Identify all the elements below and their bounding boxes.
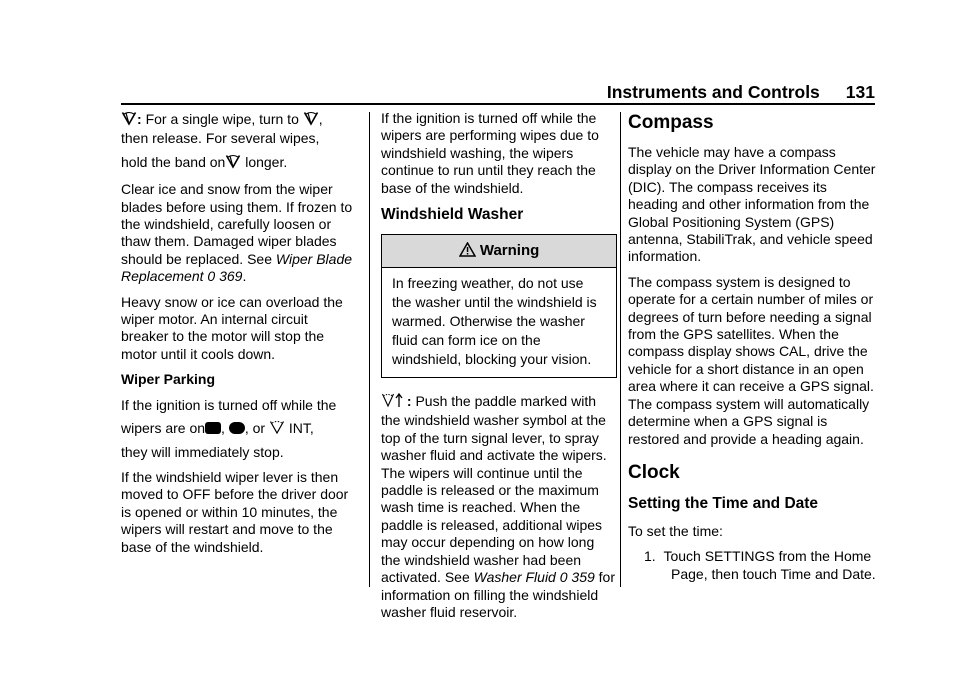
column-divider-1: [369, 112, 370, 587]
int-label: INT,: [284, 420, 314, 437]
warning-label: Warning: [479, 242, 540, 260]
compass-paragraph-2: The compass system is designed to operate for a certain number of miles or degrees of turn before needing a signal from the GPS satellites. When the compass display shows CAL, drive the vehicle for a short distance in an open area where it can receive a GPS signal. The compass system will automatically determine when a GPS signal is restored and provide a heading again.: [628, 273, 874, 447]
washer-text-end: for information on filling the windshield washer fluid reservoir.: [381, 569, 616, 620]
washer-fluid-link[interactable]: Washer Fluid: [473, 569, 556, 586]
lever-off-paragraph: If the windshield wiper lever is then moved to OFF before the driver door is opened or within 10 minutes, the wipers will restart and move to the base of the windshield.: [121, 468, 349, 555]
windshield-washer-heading: Windshield Washer: [381, 206, 524, 224]
wiper-low-icon: [229, 421, 245, 439]
page-ref[interactable]: 0 369: [207, 268, 243, 285]
set-time-steps: [628, 548, 878, 583]
parking-text-1: If the ignition is turned off while the: [121, 396, 337, 413]
washer-paddle-paragraph: [381, 392, 617, 621]
mist-lead: :: [137, 111, 146, 127]
comma-sep: ,: [221, 420, 229, 437]
column-3: [628, 110, 878, 583]
single-wipe-text-4: longer.: [241, 153, 288, 170]
comma: ,: [318, 111, 323, 127]
single-wipe-text-2: then release. For several wipes,: [121, 130, 320, 147]
step-text: Touch SETTINGS from the Home Page, then touch Time and Date.: [663, 548, 876, 582]
column-2: [381, 110, 617, 629]
wiper-blade-link[interactable]: Wiper Blade Replacement: [121, 250, 353, 285]
wiper-parking-paragraph: [121, 397, 357, 461]
wiper-mist-icon: [303, 110, 319, 130]
clock-heading: Clock: [628, 461, 680, 483]
warning-header: [382, 235, 616, 268]
warning-text: In freezing weather, do not use the washer until the windshield is warmed. Otherwise the washer fluid can form ice on the windshield, blocking your vision.: [392, 275, 597, 368]
compass-paragraph-1: The vehicle may have a compass display on the Driver Information Center (DIC). The compass receives its heading and other information from the Global Positioning System (GPS) antenna, StabiliTrak, and vehicle speed information.: [628, 144, 876, 265]
warning-triangle-icon: [459, 237, 476, 269]
single-wipe-text: For a single wipe, turn to: [145, 111, 303, 127]
washer-spray-icon: [381, 392, 395, 412]
wiper-parking-heading: Wiper Parking: [121, 371, 216, 388]
clear-ice-text: Clear ice and snow from the wiper blades before using them. If frozen to the windshield, carefully loosen or thaw them. Damaged wiper blades should be replaced. See: [121, 181, 353, 267]
page-number: 131: [845, 82, 875, 102]
snow-overload-paragraph: Heavy snow or ice can overload the wiper motor. An internal circuit breaker to the motor will stop the motor until it cools down.: [121, 293, 343, 362]
single-wipe-paragraph: [121, 110, 357, 173]
compass-heading: Compass: [628, 112, 714, 133]
warning-box: [381, 234, 617, 378]
clear-ice-paragraph: [121, 181, 357, 285]
wiper-high-icon: [205, 421, 221, 439]
period: .: [242, 268, 247, 285]
header-rule: [121, 103, 875, 105]
page-ref[interactable]: 0 359: [559, 569, 595, 586]
column-divider-2: [620, 112, 621, 587]
setting-time-heading: Setting the Time and Date: [628, 494, 819, 512]
set-time-intro: To set the time:: [628, 522, 723, 539]
arrow-up-icon: [395, 392, 403, 412]
wiper-mist-icon: [225, 153, 241, 173]
single-wipe-text-3: hold the band on: [121, 153, 226, 170]
list-item: [628, 548, 878, 583]
or-sep: , or: [244, 420, 269, 437]
column-1: [121, 110, 357, 564]
page-header: [560, 82, 875, 103]
washer-lead: :: [403, 393, 416, 410]
wiper-int-icon: [269, 419, 285, 439]
wiper-mist-icon: [121, 110, 137, 130]
section-title: Instruments and Controls: [606, 82, 820, 102]
ignition-off-paragraph: If the ignition is turned off while the wipers are performing wipes due to windshield washing, the wipers continue to run until they reach the base of the windshield.: [381, 110, 599, 196]
step-number: 1.: [644, 548, 656, 565]
parking-text-3: they will immediately stop.: [121, 443, 284, 460]
parking-text-2: wipers are on: [121, 420, 206, 437]
washer-text: Push the paddle marked with the windshield washer symbol at the top of the turn signal lever, to spray washer fluid and activate the wipers. The wipers will continue until the paddle is released or the maximum wash time is reached. When the paddle is released, additional wipes may occur depending on how long the windshield washer had been activated. See: [381, 393, 607, 586]
